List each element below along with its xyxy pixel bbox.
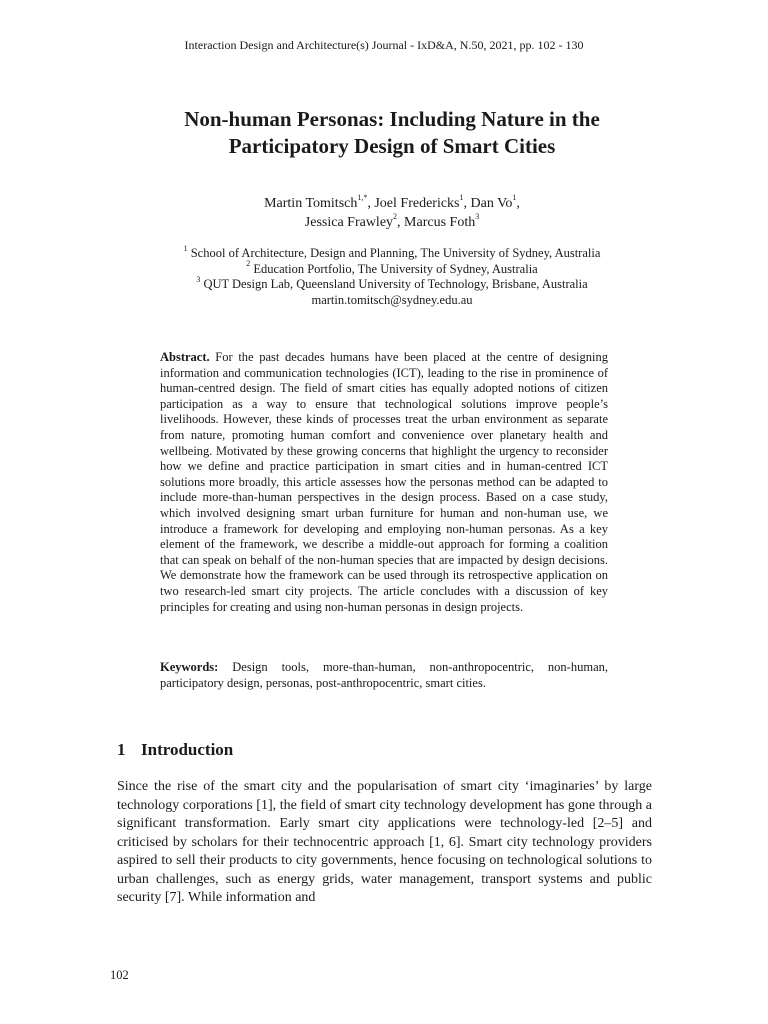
author-name: Marcus Foth [404, 215, 476, 230]
author-name: Dan Vo [470, 196, 513, 211]
keywords-label: Keywords: [160, 660, 219, 674]
abstract [160, 350, 608, 615]
title-line-1: Non-human Personas: Including Nature in the [184, 107, 600, 131]
affiliation [110, 274, 674, 293]
author-separator: , [516, 196, 520, 211]
author-mark: 1 [459, 193, 464, 203]
affiliations [110, 243, 674, 308]
affiliation-mark: 3 [196, 274, 201, 284]
keywords [160, 660, 608, 691]
introduction-paragraph: Since the rise of the smart city and the popularisation of smart city ‘imaginaries’ by large technology corporations [1], the field of smart city technology development has gone through a significant transformation. Early smart city applications were technology-led [2–5] and criticised by scholars for their technocentric approach [1, 6]. Smart city technology providers aspired to sell their products to city governments, hence focusing on technological solutions to urban challenges, such as energy grids, water management, transport systems and public security [7]. While information and [117, 779, 652, 905]
affiliation [110, 243, 674, 262]
affiliation-mark: 1 [183, 243, 188, 253]
page-number: 102 [110, 968, 129, 982]
author-list [110, 194, 674, 232]
affiliation-mark: 2 [246, 259, 251, 269]
running-header: Interaction Design and Architecture(s) Journal - IxD&A, N.50, 2021, pp. 102 - 130 [184, 38, 584, 52]
affiliation-text: School of Architecture, Design and Planning, The University of Sydney, Australia [190, 246, 601, 260]
author-mark: 1 [512, 193, 517, 203]
affiliation-text: Education Portfolio, The University of Sydney, Australia [253, 261, 538, 276]
author-mark: 3 [475, 212, 480, 222]
author-mark: 2 [393, 212, 398, 222]
section-heading [117, 740, 233, 760]
abstract-text: For the past decades humans have been placed at the centre of designing information and communication technologies (ICT), leading to the rise in prominence of human-centred design. The field of smart cities has equally adopted notions of citizen participation as a way to ensure that technological solutions improve people’s livelihoods. However, these kinds of processes treat the urban environment as separate from nature, promoting human comfort and convenience over planetary health and wellbeing. Motivated by these growing concerns that highlight the urgency to reconsider how we define and practice participation in smart cities and in human-centred ICT solutions more broadly, this article assesses how the personas method can be adapted to include more-than-human perspectives in the design process. Based on a case study, which involved designing smart urban furniture for human and non-human use, we introduce a framework for developing and employing non-human personas. As a key element of the framework, we describe a middle-out approach for forming a coalition that can speak on behalf of the non-human species that are impacted by design decisions. We demonstrate how the framework can be used through its retrospective application on two research-led smart city projects. The article concludes with a discussion of key principles for creating and using non-human personas in design projects. [160, 350, 608, 614]
author-line-1 [110, 194, 674, 213]
author-separator: , [397, 215, 405, 230]
contact-email[interactable]: martin.tomitsch@sydney.edu.au [311, 292, 473, 307]
paper-title [110, 106, 674, 160]
author-name: Jessica Frawley [304, 215, 394, 230]
author-name: Martin Tomitsch [264, 196, 358, 211]
author-name: Joel Fredericks [374, 196, 460, 211]
author-separator: , [463, 196, 471, 211]
title-line-2: Participatory Design of Smart Cities [228, 134, 556, 158]
abstract-label: Abstract. [160, 350, 210, 364]
affiliation-text: QUT Design Lab, Queensland University of Technology, Brisbane, Australia [203, 277, 588, 291]
section-number: 1 [117, 740, 126, 759]
author-line-2 [110, 213, 674, 232]
author-mark: 1,* [357, 193, 368, 203]
affiliation [110, 259, 674, 278]
keywords-text: Design tools, more-than-human, non-anthropocentric, non-human, participatory design, personas, post-anthropocentric, smart cities. [160, 660, 608, 690]
section-title: Introduction [141, 740, 234, 759]
author-separator: , [367, 196, 375, 211]
